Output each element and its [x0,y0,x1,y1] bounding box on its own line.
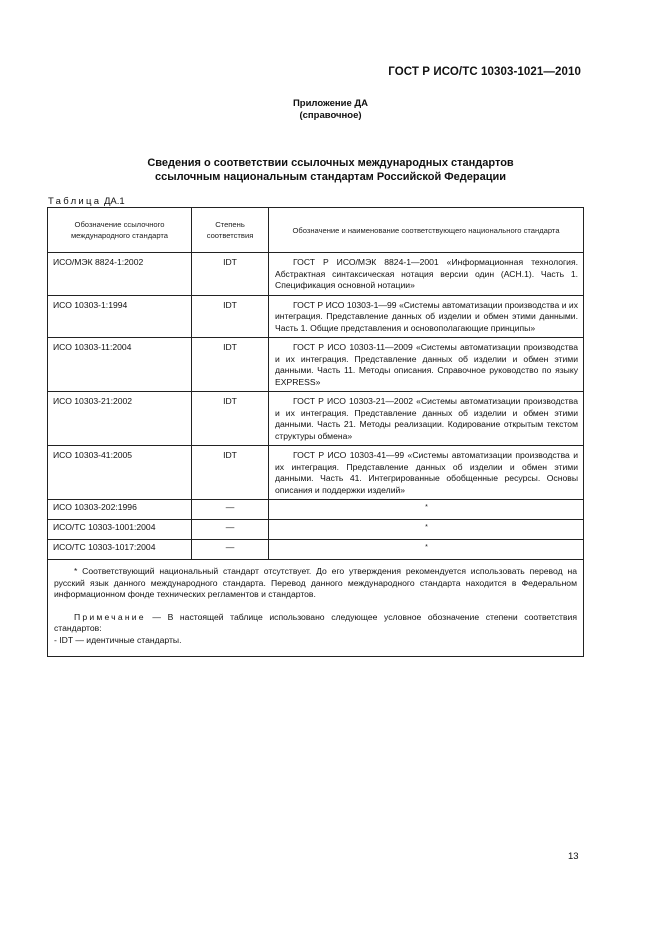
correspondence-table [47,207,584,657]
national-standard-text: ГОСТ Р ИСО 10303-1—99 «Системы автоматизации производства и их интеграция. Представление данных об изделии и обмен этими данными. Часть 1. Общие представления и основополагающие принципы» [275,299,578,333]
national-standard-text: ГОСТ Р ИСО 10303-11—2009 «Системы автоматизации производства и их интеграция. Представление данных об изделии и обмен этими данными. Часть 11. Методы описания. Справочное руководство по языку EXPRESS» [275,342,578,387]
table-row [48,520,584,540]
annex-subtitle: (справочное) [299,110,362,121]
table-caption-number: ДА.1 [101,196,125,207]
degree-cell: — [192,540,269,560]
degree-cell: IDT [192,253,269,296]
table-row [48,392,584,446]
footnote [54,566,577,601]
degree-cell: IDT [192,446,269,500]
note-item: - IDT — идентичные стандарты. [54,634,182,645]
national-standard-text: ГОСТ Р ИСО/МЭК 8824-1—2001 «Информационная технология. Абстрактная синтаксическая нотация версии один (АСН.1). Часть 1. Спецификация основной нотации» [275,257,578,290]
note-text: — В настоящей таблице использовано следующее условное обозначение степени соответствия стандартов: [54,611,577,633]
degree-cell: — [192,500,269,520]
national-standard-cell [269,295,584,338]
ref-standard-cell: ИСО/МЭК 8824-1:2002 [48,253,192,296]
national-standard-text: ГОСТ Р ИСО 10303-41—99 «Системы автоматизации производства и их интеграция. Представление данных об изделии и обмен этими данными. Часть 41. Интегрированные обобщенные ресурсы. Основы описания и поддержки изделий» [275,450,578,495]
national-standard-text: ГОСТ Р ИСО 10303-21—2002 «Системы автоматизации производства и их интеграция. Представление данных об изделии и обмен этими данными. Часть 21. Методы реализации. Кодирование открытым текстом структуры обмена» [275,396,578,441]
national-standard-cell [269,446,584,500]
national-standard-cell [269,253,584,296]
page-title-line-2: ссылочным национальным стандартам Российской Федерации [154,171,507,183]
degree-cell: IDT [192,295,269,338]
note [54,612,577,635]
annex-heading [0,98,661,122]
ref-standard-cell: ИСО 10303-41:2005 [48,446,192,500]
degree-cell: IDT [192,338,269,392]
table-caption-word: Таблица [48,196,102,207]
national-standard-cell: * [269,540,584,560]
annex-title: Приложение ДА [292,98,369,109]
ref-standard-cell: ИСО 10303-11:2004 [48,338,192,392]
degree-cell: — [192,520,269,540]
header-degree: Степень соответствия [192,208,269,253]
table-footer-row [48,560,584,657]
table-footnote-cell [48,560,584,657]
page-title-line-1: Сведения о соответствии ссылочных международных стандартов [147,157,514,169]
footnote-text: * Соответствующий национальный стандарт отсутствует. До его утверждения рекомендуется использовать перевод на русский язык данного международного стандарта. Перевод данного международного стандарта находится в Федеральном информационном фонде технических регламентов и стандартов. [54,566,577,599]
table-row [48,295,584,338]
ref-standard-cell: ИСО/ТС 10303-1017:2004 [48,540,192,560]
table-row [48,338,584,392]
header-national-standard: Обозначение и наименование соответствующего национального стандарта [269,208,584,253]
page-title [0,156,661,184]
national-standard-cell: * [269,500,584,520]
ref-standard-cell: ИСО 10303-21:2002 [48,392,192,446]
document-code: ГОСТ Р ИСО/ТС 10303-1021—2010 [388,66,581,78]
national-standard-cell [269,338,584,392]
table-row [48,500,584,520]
note-label: Примечание [74,611,146,622]
table-row [48,540,584,560]
table-row [48,446,584,500]
header-ref-standard: Обозначение ссылочного международного стандарта [48,208,192,253]
national-standard-cell: * [269,520,584,540]
page-number: 13 [568,851,579,862]
ref-standard-cell: ИСО 10303-202:1996 [48,500,192,520]
degree-cell: IDT [192,392,269,446]
national-standard-cell [269,392,584,446]
ref-standard-cell: ИСО 10303-1:1994 [48,295,192,338]
table-caption [48,196,125,207]
table-row [48,253,584,296]
table-header-row [48,208,584,253]
ref-standard-cell: ИСО/ТС 10303-1001:2004 [48,520,192,540]
